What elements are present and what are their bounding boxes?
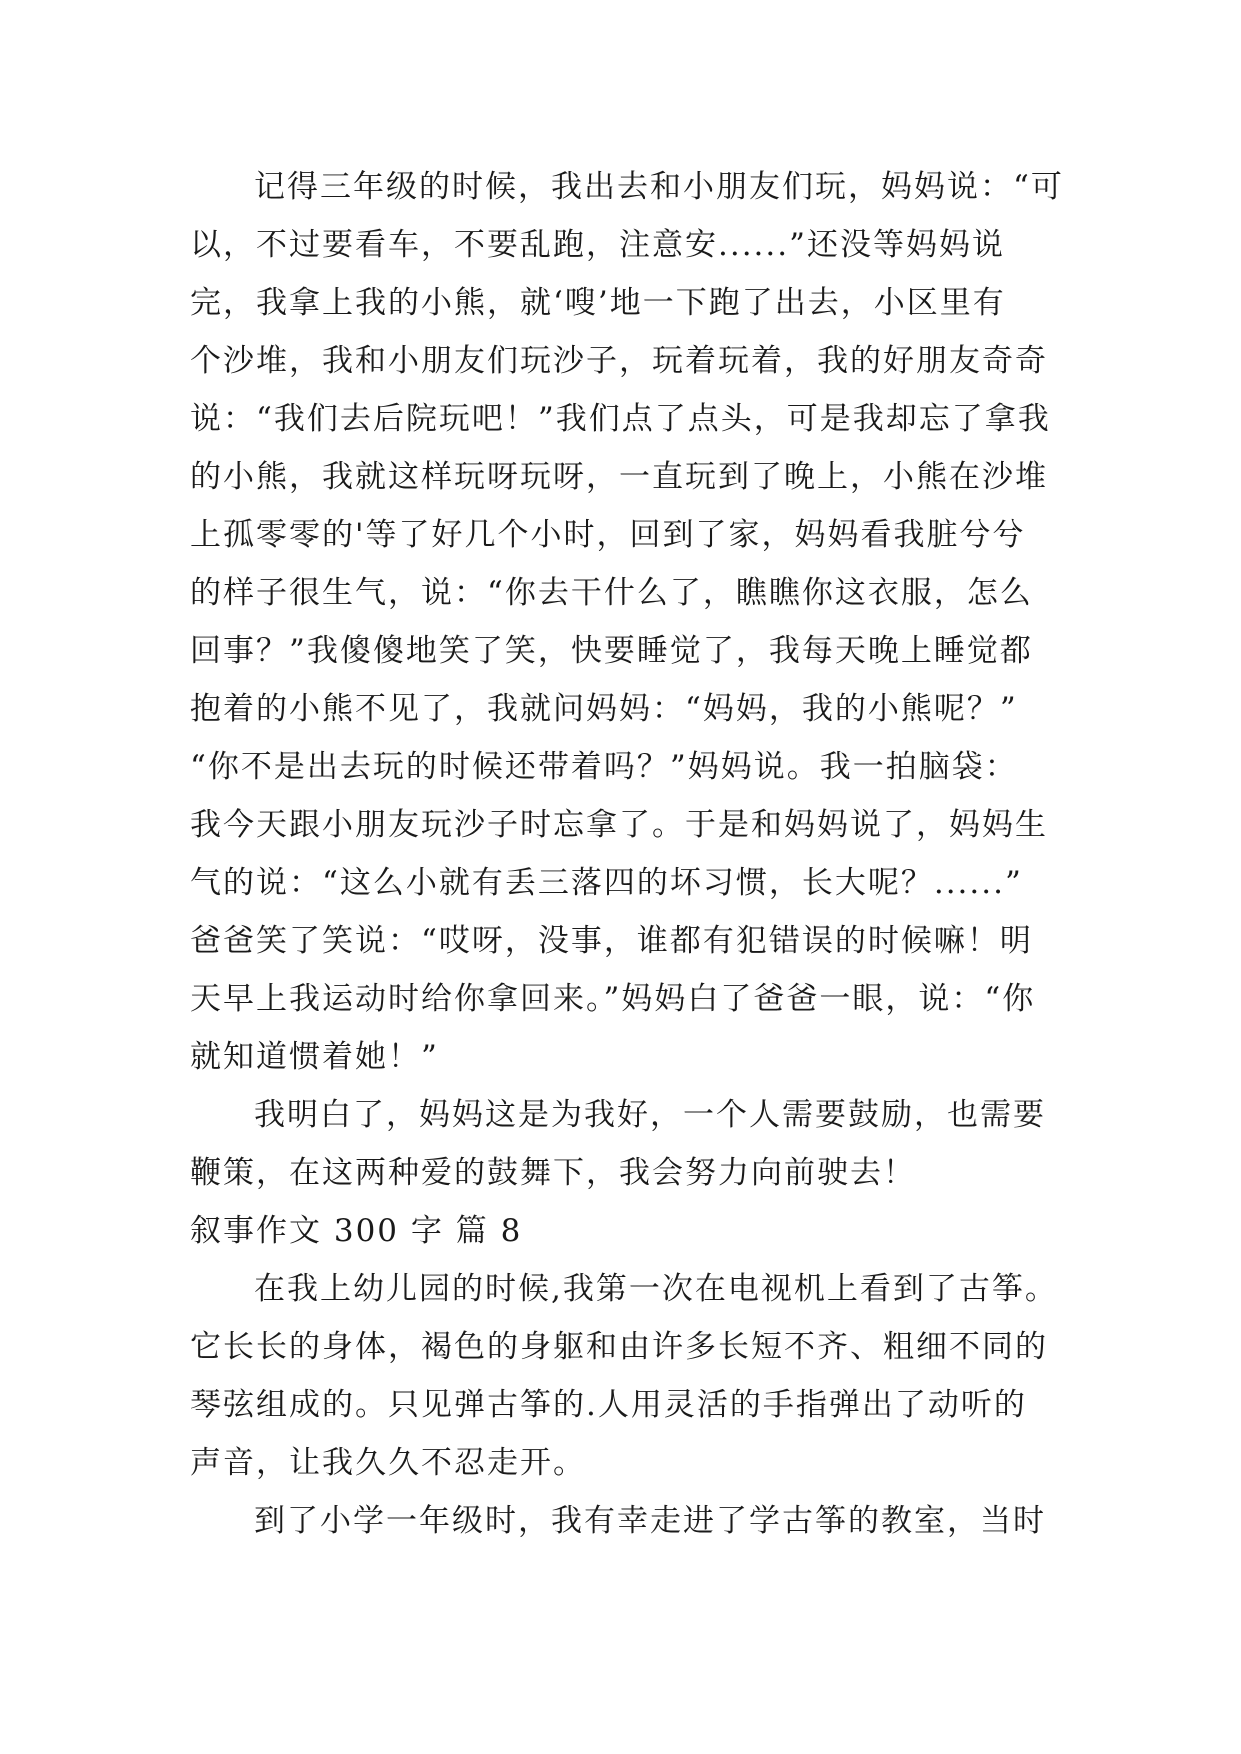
text-line: 鞭策，在这两种爱的鼓舞下，我会努力向前驶去！	[190, 1155, 916, 1191]
text-line: 声音，让我久久不忍走开。	[190, 1445, 586, 1481]
text-line: 我明白了，妈妈这是为我好，一个人需要鼓励，也需要	[254, 1097, 1046, 1133]
text-line: 抱着的小熊不见了，我就问妈妈：“妈妈，我的小熊呢？”	[190, 691, 1018, 727]
text-line: 上孤零零的'等了好几个小时，回到了家，妈妈看我脏兮兮	[190, 517, 1026, 553]
text-line: 完，我拿上我的小熊，就‘嗖’地一下跑了出去，小区里有	[190, 285, 1006, 321]
text-line: 我今天跟小朋友玩沙子时忘拿了。于是和妈妈说了，妈妈生	[190, 807, 1048, 843]
text-line: 琴弦组成的。只见弹古筝的.人用灵活的手指弹出了动听的	[190, 1387, 1027, 1423]
section-heading: 叙事作文 300 字 篇 8	[190, 1213, 523, 1249]
text-line: 气的说：“这么小就有丢三落四的坏习惯，长大呢？......”	[190, 865, 1023, 901]
text-line: 说：“我们去后院玩吧！”我们点了点头，可是我却忘了拿我	[190, 401, 1051, 437]
text-line: “你不是出去玩的时候还带着吗？”妈妈说。我一拍脑袋：	[190, 749, 1018, 785]
text-line: 以，不过要看车，不要乱跑，注意安......”还没等妈妈说	[190, 227, 1005, 263]
text-line: 回事？”我傻傻地笑了笑，快要睡觉了，我每天晚上睡觉都	[190, 633, 1033, 669]
text-line: 它长长的身体，褐色的身躯和由许多长短不齐、粗细不同的	[190, 1329, 1048, 1365]
text-line: 到了小学一年级时，我有幸走进了学古筝的教室，当时	[254, 1503, 1046, 1539]
text-line: 爸爸笑了笑说：“哎呀，没事，谁都有犯错误的时候嘛！明	[190, 923, 1033, 959]
text-line: 就知道惯着她！”	[190, 1039, 439, 1075]
text-line: 个沙堆，我和小朋友们玩沙子，玩着玩着，我的好朋友奇奇	[190, 343, 1048, 379]
text-line: 的小熊，我就这样玩呀玩呀，一直玩到了晚上，小熊在沙堆	[190, 459, 1048, 495]
text-line: 记得三年级的时候，我出去和小朋友们玩，妈妈说：“可	[254, 169, 1064, 205]
text-line: 的样子很生气，说：“你去干什么了，瞧瞧你这衣服，怎么	[190, 575, 1033, 611]
text-line: 在我上幼儿园的时候,我第一次在电视机上看到了古筝。	[254, 1271, 1058, 1307]
text-line: 天早上我运动时给你拿回来。”妈妈白了爸爸一眼，说：“你	[190, 981, 1036, 1017]
